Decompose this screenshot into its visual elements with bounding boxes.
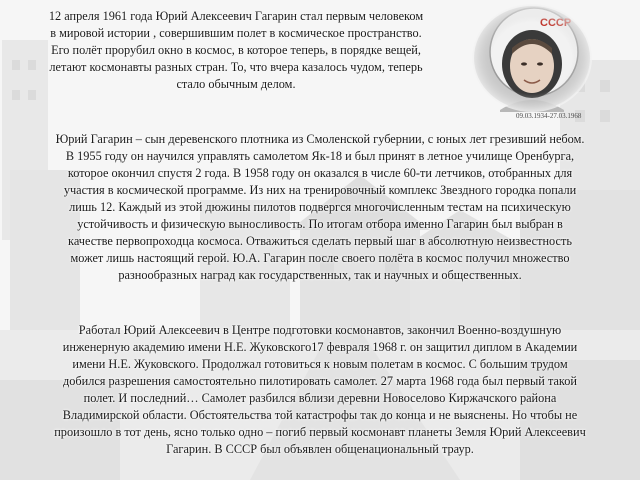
career-line: полет. И последний… Самолет разбился вблизи деревни Новоселово Киржачского района — [83, 391, 557, 405]
intro-line: Его полёт прорубил окно в космос, в которое теперь, в порядке вещей, — [51, 43, 421, 57]
career-line: имени Н.Е. Жуковского. Продолжал готовиться к новым полетам в космос. С большим трудом — [72, 357, 568, 371]
intro-line: летают космонавты разных стран. То, что вчера казалось чудом, теперь — [49, 60, 423, 74]
gagarin-portrait — [472, 4, 592, 112]
career-line: Гагарин. В СССР был объявлен общенациональный траур. — [166, 442, 474, 456]
bio-line: лишь 12. Каждый из этой дюжины пилотов подвергся многочисленным тестам на психическую — [69, 200, 571, 214]
bio-line: участия в космической программе. Из них на тренировочный комплекс Звездного городка попали — [63, 183, 577, 197]
bio-line: Юрий Гагарин – сын деревенского плотника из Смоленской губернии, с юных лет грезивший небом. — [55, 132, 585, 146]
portrait-dates: 09.03.1934-27.03.1968 — [516, 112, 582, 120]
career-line: добился разрешения самостоятельно пилотировать самолет. 27 марта 1968 года был первый такой — [62, 374, 578, 388]
career-line: произошло в тот день, ясно только одно – погиб первый космонавт планеты Земля Юрий Алексеевич — [54, 425, 586, 439]
biography-paragraph — [6, 131, 634, 284]
bio-line: устойчивость и физическую выносливость. По итогам отбора именно Гагарин был выбран в — [77, 217, 563, 231]
bio-line: качестве первопроходца космоса. Отважиться сделать первый шаг в абсолютную неизвестность — [68, 234, 572, 248]
bio-line: разнообразных наград как государственных, так и научных и общественных. — [118, 268, 522, 282]
intro-paragraph — [6, 8, 466, 93]
bio-line: В 1955 году он научился управлять самолетом Як-18 и был принят в летное училище Оренбурга, — [65, 149, 575, 163]
intro-line: стало обычным делом. — [176, 77, 296, 91]
intro-line: в мировой истории , совершившим полет в космическое пространство. — [50, 26, 422, 40]
career-line: Владимирской области. Обстоятельства той катастрофы так до конца и не выяснены. Но чтобы не — [62, 408, 578, 422]
career-line: инженерную академию имени Н.Е. Жуковского17 февраля 1968 г. он защитил диплом в Академии — [62, 340, 578, 354]
bio-line: может лишь настоящий герой. Ю.А. Гагарин после своего полёта в космос получил множество — [70, 251, 570, 265]
intro-line: 12 апреля 1961 года Юрий Алексеевич Гагарин стал первым человеком — [48, 9, 424, 23]
bio-line: которое окончил спустя 2 года. В 1958 году он оказался в числе 60-ти летчиков, отобранных для — [67, 166, 573, 180]
career-paragraph — [8, 322, 632, 458]
career-line: Работал Юрий Алексеевич в Центре подготовки космонавтов, закончил Военно-воздушную — [78, 323, 562, 337]
